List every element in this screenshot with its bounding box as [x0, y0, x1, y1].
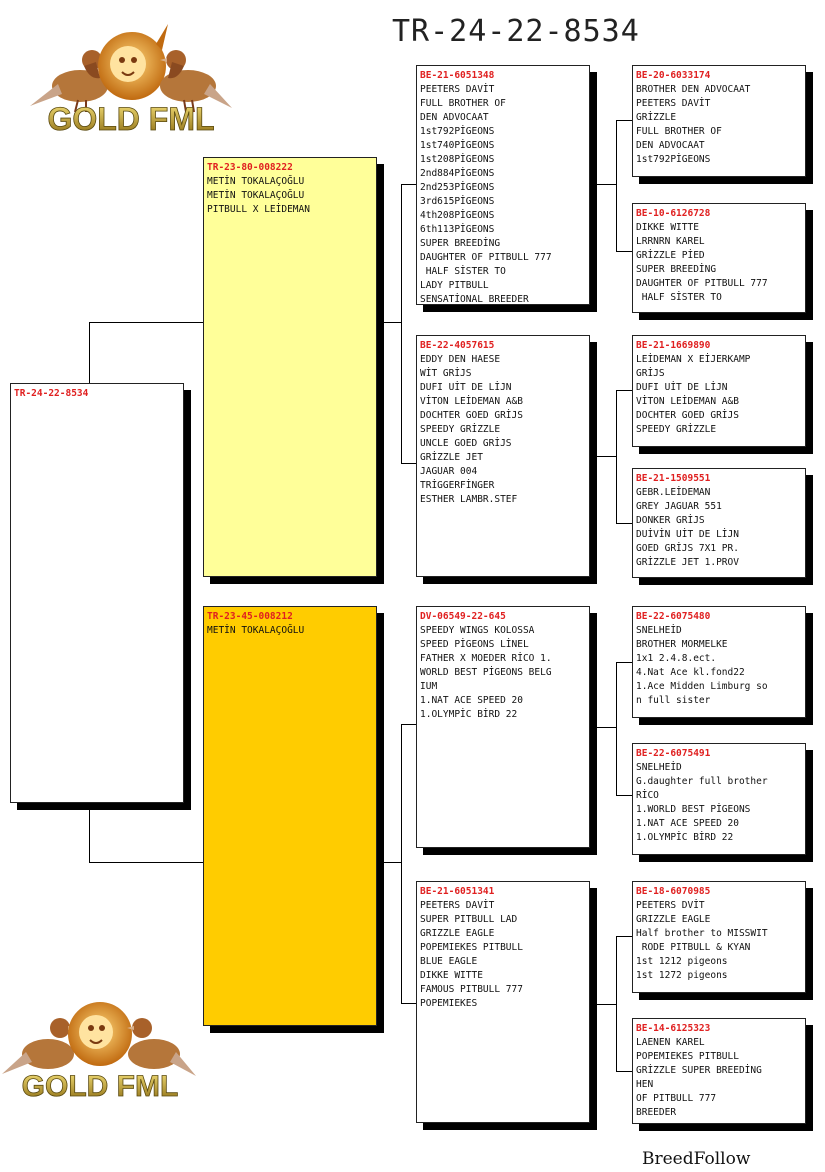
ring-number: BE-20-6033174 — [636, 70, 711, 81]
connector-line — [616, 523, 633, 524]
pigeon-notes — [636, 486, 803, 570]
pedigree-card-dam-dam-dam[interactable] — [632, 1018, 806, 1124]
pedigree-card-dam-sire[interactable] — [416, 606, 590, 848]
pigeon-notes — [636, 221, 803, 305]
note-line: 4.Nat Ace kl.fond22 — [636, 667, 745, 678]
note-line: SUPER PITBULL LAD — [420, 914, 518, 925]
note-line: GREY JAGUAR 551 — [636, 501, 722, 512]
note-line: GRİZZLE SUPER BREEDİNG — [636, 1065, 762, 1076]
ring-number: BE-22-6075491 — [636, 748, 711, 759]
note-line: METİN TOKALAÇOĞLU — [207, 176, 305, 187]
note-line: SUPER BREEDİNG — [636, 264, 717, 275]
ring-number: BE-21-6051348 — [420, 70, 495, 81]
note-line: RİCO — [636, 790, 659, 801]
note-line: 1st792PİGEONS — [420, 126, 495, 137]
ring-number: BE-21-1509551 — [636, 473, 711, 484]
logo-text: GOLD FML — [21, 1070, 179, 1103]
note-line: METİN TOKALAÇOĞLU — [207, 190, 305, 201]
logo-text: GOLD FML — [47, 101, 215, 136]
note-line: DAUGHTER OF PITBULL 777 — [420, 252, 552, 263]
note-line: Half brother to MISSWIT — [636, 928, 768, 939]
note-line: GRİZZLE JET 1.PROV — [636, 557, 739, 568]
connector-line — [401, 1003, 417, 1004]
pedigree-card-sire-dam-dam[interactable] — [632, 468, 806, 578]
note-line: HEN — [636, 1079, 654, 1090]
note-line: GRİZZLE — [636, 112, 677, 123]
note-line: PITBULL X LEİDEMAN — [207, 204, 310, 215]
pigeon-notes — [636, 1036, 803, 1120]
note-line: SUPER BREEDİNG — [420, 238, 501, 249]
pigeon-notes — [636, 353, 803, 437]
note-line: POPEMIEKES PITBULL — [420, 942, 523, 953]
note-line: VİTON LEİDEMAN A&B — [420, 396, 523, 407]
lion-icon — [68, 1002, 132, 1066]
pigeon-notes — [636, 899, 803, 983]
note-line: SPEEDY GRİZZLE — [420, 424, 501, 435]
footer-brand: BreedFollow — [642, 1149, 751, 1169]
connector-line — [616, 936, 633, 937]
connector-line — [89, 322, 90, 384]
note-line: 1st792PİGEONS — [636, 154, 711, 165]
note-line: 1.OLYMPİC BİRD 22 — [636, 832, 734, 843]
ring-number: BE-14-6125323 — [636, 1023, 711, 1034]
note-line: 1.NAT ACE SPEED 20 — [636, 818, 739, 829]
note-line: GRİZZLE PİED — [636, 250, 705, 261]
note-line: GRİZZLE JET — [420, 452, 483, 463]
note-line: G.daughter full brother — [636, 776, 768, 787]
pigeon-notes — [420, 624, 587, 722]
connector-line — [616, 390, 617, 524]
ring-number: DV-06549-22-645 — [420, 611, 506, 622]
connector-line — [590, 456, 617, 457]
note-line: DIKKE WITTE — [420, 970, 483, 981]
note-line: SENSATİONAL BREEDER — [420, 294, 529, 305]
note-line: DUİVİN UİT DE LİJN — [636, 529, 739, 540]
connector-line — [616, 120, 617, 252]
note-line: FULL BROTHER OF — [420, 98, 506, 109]
connector-line — [89, 862, 204, 863]
pigeon-icon — [2, 1018, 75, 1074]
pigeon-notes — [207, 175, 374, 217]
ring-number: BE-22-4057615 — [420, 340, 495, 351]
pigeon-notes — [636, 761, 803, 845]
logo-bottom — [2, 990, 198, 1106]
connector-line — [89, 802, 90, 863]
note-line: BROTHER DEN ADVOCAAT — [636, 84, 751, 95]
note-line: DEN ADVOCAAT — [420, 112, 489, 123]
ring-number: TR-23-45-008212 — [207, 611, 293, 622]
note-line: POPEMIEKES PITBULL — [636, 1051, 739, 1062]
note-line: 1.WORLD BEST PİGEONS — [636, 804, 751, 815]
pigeon-notes — [207, 624, 374, 638]
note-line: WORLD BEST PİGEONS BELG — [420, 667, 552, 678]
connector-line — [401, 724, 417, 725]
note-line: 1st740PİGEONS — [420, 140, 495, 151]
note-line: 1st 1212 pigeons — [636, 956, 728, 967]
pigeon-notes — [420, 83, 587, 305]
pedigree-card-dam-sire-dam[interactable] — [632, 743, 806, 855]
note-line: POPEMIEKES — [420, 998, 478, 1009]
note-line: WİT GRİJS — [420, 368, 472, 379]
pigeon-notes — [420, 353, 587, 507]
ring-number: BE-21-1669890 — [636, 340, 711, 351]
connector-line — [616, 120, 633, 121]
note-line: GRIZZLE EAGLE — [636, 914, 711, 925]
ring-number: BE-21-6051341 — [420, 886, 495, 897]
note-line: 3rd615PİGEONS — [420, 196, 495, 207]
pedigree-card-sire-dam-sire[interactable] — [632, 335, 806, 447]
connector-line — [616, 251, 633, 252]
connector-line — [376, 322, 402, 323]
note-line: DUFI UİT DE LİJN — [636, 382, 728, 393]
note-line: GOED GRİJS 7X1 PR. — [636, 543, 739, 554]
note-line: HALF SİSTER TO — [636, 292, 722, 303]
pedigree-card-sire-sire-sire[interactable] — [632, 65, 806, 177]
lion-icon — [98, 24, 168, 100]
connector-line — [401, 184, 402, 464]
note-line: DONKER GRİJS — [636, 515, 705, 526]
pedigree-card-subject[interactable] — [10, 383, 184, 803]
note-line: 1x1 2.4.8.ect. — [636, 653, 717, 664]
note-line: ESTHER LAMBR.STEF — [420, 494, 518, 505]
pedigree-title: TR-24-22-8534 — [392, 14, 640, 49]
connector-line — [616, 662, 617, 796]
note-line: GEBR.LEİDEMAN — [636, 487, 711, 498]
note-line: 4th208PİGEONS — [420, 210, 495, 221]
note-line: 1.Ace Midden Limburg so — [636, 681, 768, 692]
pigeon-notes — [636, 83, 803, 167]
note-line: 2nd884PİGEONS — [420, 168, 495, 179]
connector-line — [590, 1004, 617, 1005]
note-line: LEİDEMAN X EİJERKAMP — [636, 354, 751, 365]
note-line: SNELHEİD — [636, 625, 682, 636]
note-line: DOCHTER GOED GRİJS — [420, 410, 523, 421]
note-line: RODE PITBULL & KYAN — [636, 942, 751, 953]
note-line: BLUE EAGLE — [420, 956, 478, 967]
note-line: 1.OLYMPİC BİRD 22 — [420, 709, 518, 720]
ring-number: TR-23-80-008222 — [207, 162, 293, 173]
note-line: LRRNRN KAREL — [636, 236, 705, 247]
pedigree-card-dam[interactable] — [203, 606, 377, 1026]
note-line: PEETERS DAVİT — [636, 98, 711, 109]
ring-number: TR-24-22-8534 — [14, 388, 89, 399]
logo-top — [28, 14, 234, 136]
note-line: UNCLE GOED GRİJS — [420, 438, 512, 449]
connector-line — [401, 463, 417, 464]
note-line: PEETERS DAVİT — [420, 84, 495, 95]
connector-line — [401, 724, 402, 1004]
note-line: LADY PITBULL — [420, 280, 489, 291]
note-line: TRİGGERFİNGER — [420, 480, 495, 491]
note-line: EDDY DEN HAESE — [420, 354, 501, 365]
pedigree-card-dam-dam-sire[interactable] — [632, 881, 806, 993]
note-line: JAGUAR 004 — [420, 466, 478, 477]
note-line: SPEEDY GRİZZLE — [636, 424, 717, 435]
ring-number: BE-18-6070985 — [636, 886, 711, 897]
note-line: GRİJS — [636, 368, 665, 379]
note-line: VİTON LEİDEMAN A&B — [636, 396, 739, 407]
connector-line — [590, 184, 617, 185]
note-line: DOCHTER GOED GRİJS — [636, 410, 739, 421]
pedigree-card-sire-sire[interactable] — [416, 65, 590, 305]
note-line: 1st208PİGEONS — [420, 154, 495, 165]
note-line: 1st 1272 pigeons — [636, 970, 728, 981]
note-line: DIKKE WITTE — [636, 222, 699, 233]
connector-line — [401, 184, 417, 185]
note-line: n full sister — [636, 695, 711, 706]
connector-line — [616, 662, 633, 663]
note-line: SPEED PİGEONS LİNEL — [420, 639, 529, 650]
note-line: OF PITBULL 777 — [636, 1093, 717, 1104]
pedigree-card-dam-dam[interactable] — [416, 881, 590, 1123]
connector-line — [590, 727, 617, 728]
note-line: HALF SİSTER TO — [420, 266, 506, 277]
logo-graphic — [2, 990, 198, 1106]
connector-line — [616, 390, 633, 391]
note-line: DEN ADVOCAAT — [636, 140, 705, 151]
note-line: FULL BROTHER OF — [636, 126, 722, 137]
pedigree-card-sire-dam[interactable] — [416, 335, 590, 577]
note-line: FATHER X MOEDER RİCO 1. — [420, 653, 552, 664]
note-line: DUFI UİT DE LİJN — [420, 382, 512, 393]
connector-line — [89, 322, 204, 323]
note-line: SNELHEİD — [636, 762, 682, 773]
note-line: DAUGHTER OF PITBULL 777 — [636, 278, 768, 289]
logo-graphic — [28, 14, 234, 136]
note-line: 1.NAT ACE SPEED 20 — [420, 695, 523, 706]
pedigree-card-dam-sire-sire[interactable] — [632, 606, 806, 718]
note-line: BROTHER MORMELKE — [636, 639, 728, 650]
ring-number: BE-22-6075480 — [636, 611, 711, 622]
note-line: PEETERS DAVİT — [420, 900, 495, 911]
note-line: SPEEDY WINGS KOLOSSA — [420, 625, 535, 636]
note-line: 6th113PİGEONS — [420, 224, 495, 235]
note-line: FAMOUS PITBULL 777 — [420, 984, 523, 995]
pedigree-card-sire-sire-dam[interactable] — [632, 203, 806, 313]
note-line: METİN TOKALAÇOĞLU — [207, 625, 305, 636]
pigeon-notes — [636, 624, 803, 708]
note-line: LAENEN KAREL — [636, 1037, 705, 1048]
connector-line — [616, 1071, 633, 1072]
pigeon-notes — [420, 899, 587, 1011]
connector-line — [616, 936, 617, 1072]
note-line: GRIZZLE EAGLE — [420, 928, 495, 939]
connector-line — [616, 795, 633, 796]
pigeon-icon — [127, 1018, 196, 1076]
ring-number: BE-10-6126728 — [636, 208, 711, 219]
connector-line — [376, 862, 402, 863]
note-line: 2nd253PİGEONS — [420, 182, 495, 193]
note-line: PEETERS DVİT — [636, 900, 705, 911]
note-line: IUM — [420, 681, 438, 692]
pedigree-card-sire[interactable] — [203, 157, 377, 577]
note-line: BREEDER — [636, 1107, 677, 1118]
